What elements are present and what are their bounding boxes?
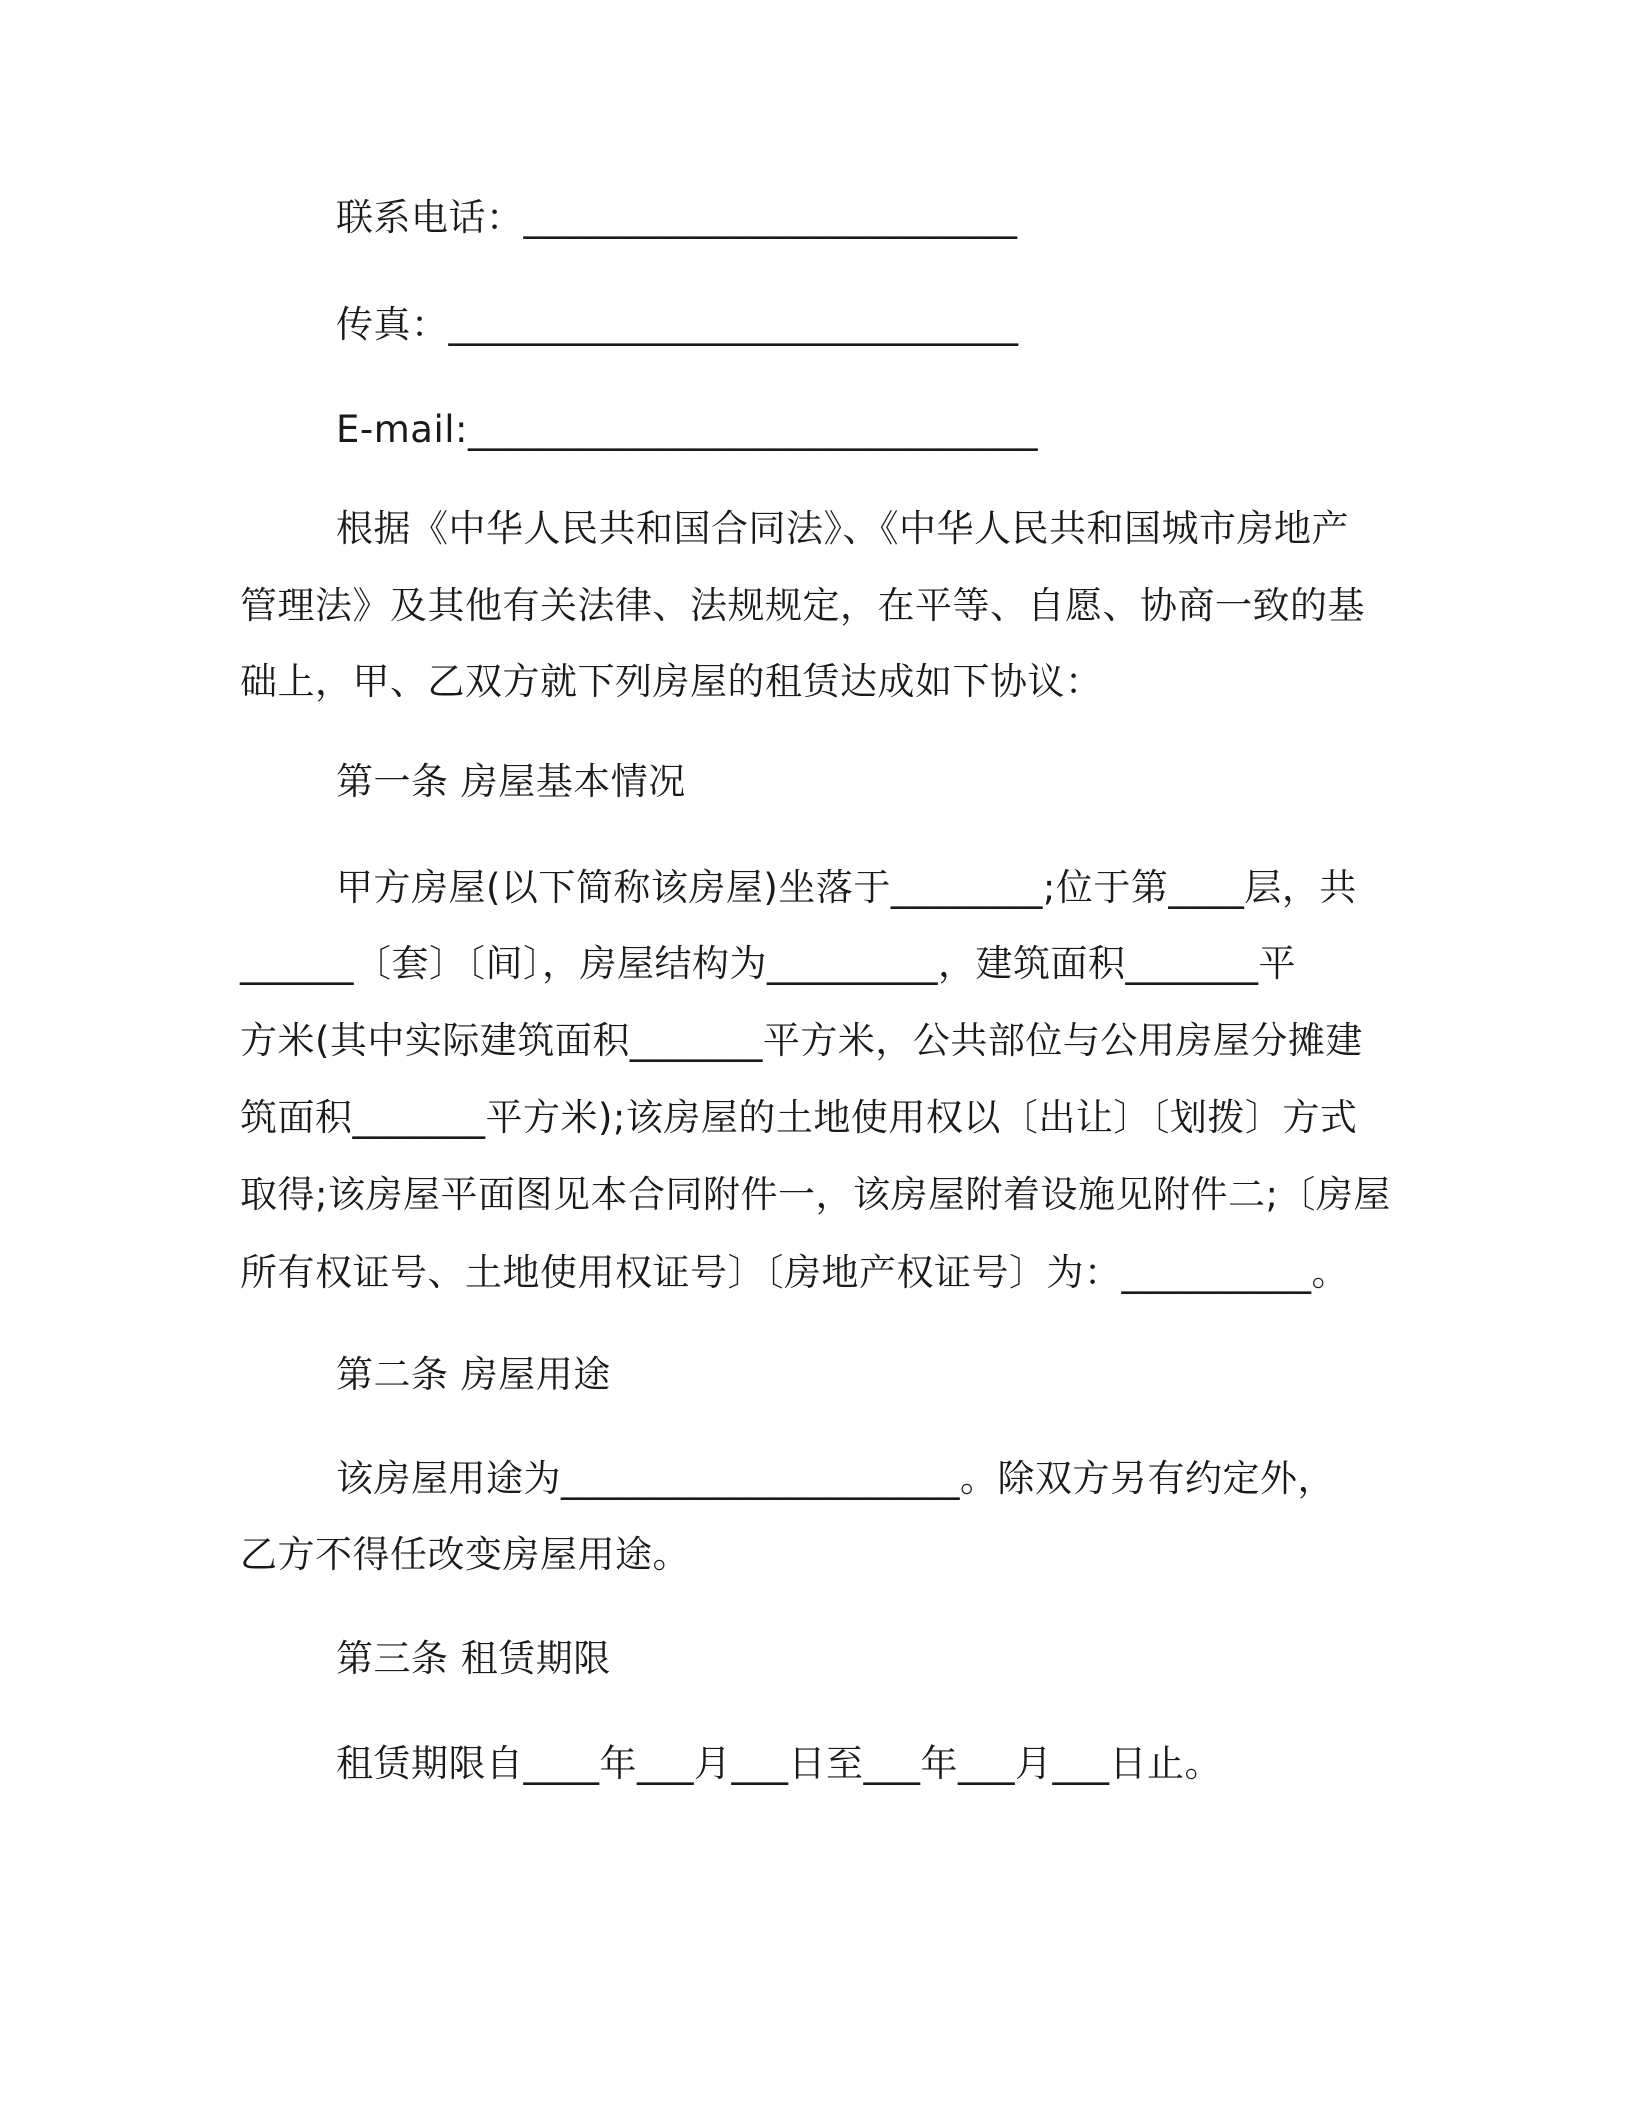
article1-line-4: 筑面积_______平方米);该房屋的土地使用权以〔出让〕〔划拨〕方式 [240, 1096, 1358, 1139]
contact-fax-line: 传真：______________________________ [336, 303, 1019, 346]
article1-line-6: 所有权证号、土地使用权证号〕〔房地产权证号〕为：__________。 [240, 1251, 1349, 1294]
article1-title: 第一条 房屋基本情况 [336, 760, 686, 803]
preamble-line-1: 根据《中华人民共和国合同法》、《中华人民共和国城市房地产 [336, 507, 1349, 550]
article3-line-1: 租赁期限自____年___月___日至___年___月___日止。 [336, 1742, 1222, 1785]
article1-line-2: ______〔套〕〔间〕，房屋结构为_________，建筑面积_______平 [240, 942, 1296, 985]
article2-line-2: 乙方不得任改变房屋用途。 [240, 1533, 690, 1576]
contact-phone-line: 联系电话：__________________________ [336, 196, 1018, 239]
preamble-line-3: 础上，甲、乙双方就下列房屋的租赁达成如下协议： [240, 660, 1103, 703]
article3-title: 第三条 租赁期限 [336, 1637, 611, 1680]
article1-line-3: 方米(其中实际建筑面积_______平方米，公共部位与公用房屋分摊建 [240, 1019, 1363, 1062]
article2-title: 第二条 房屋用途 [336, 1353, 611, 1396]
preamble-line-2: 管理法》及其他有关法律、法规规定，在平等、自愿、协商一致的基 [240, 584, 1365, 627]
article1-line-1: 甲方房屋(以下简称该房屋)坐落于________;位于第____层，共 [336, 866, 1357, 909]
article2-line-1: 该房屋用途为_____________________。除双方另有约定外， [336, 1457, 1335, 1500]
contact-email-line: E-mail:______________________________ [336, 408, 1038, 451]
article1-line-5: 取得;该房屋平面图见本合同附件一，该房屋附着设施见附件二;〔房屋 [240, 1173, 1391, 1216]
